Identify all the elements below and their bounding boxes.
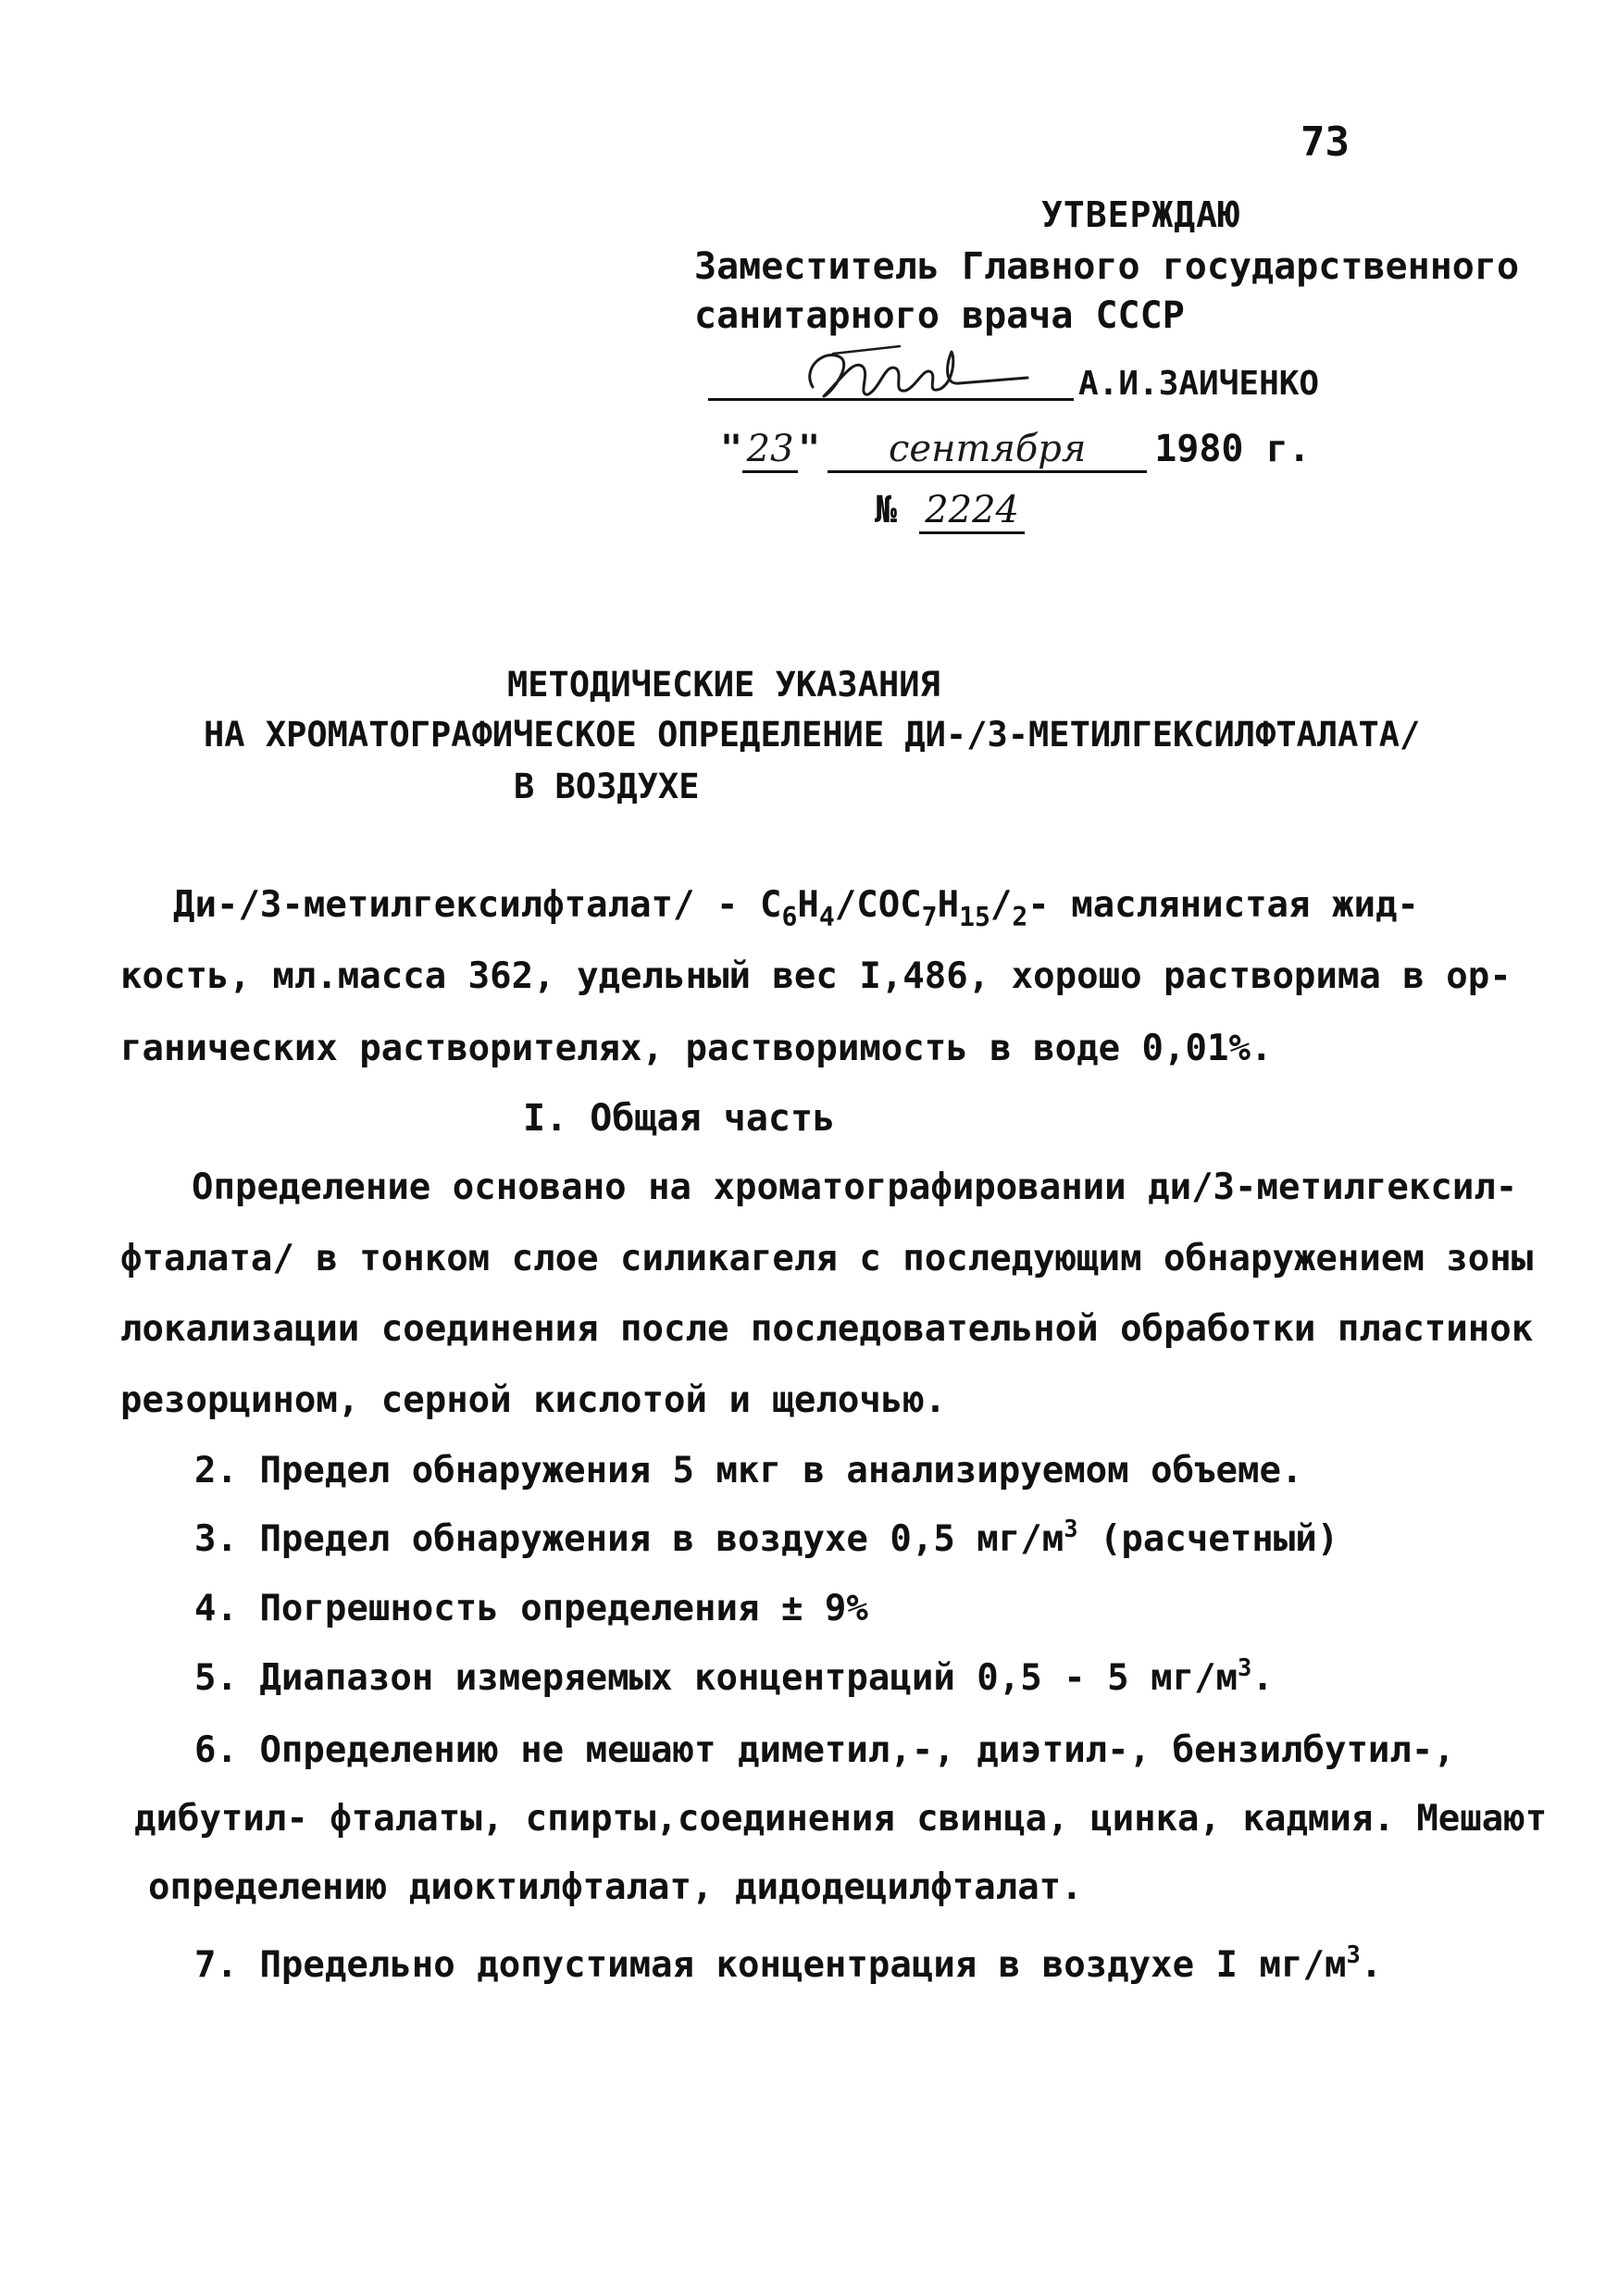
item-5: 5. Диапазон измеряемых концентраций 0,5 - 5 $мг/м^3$.: [194, 1653, 1274, 1699]
item-2: 2. Предел обнаружения 5 мкг в анализируемом объеме.: [194, 1450, 1303, 1491]
title-line2: НА ХРОМАТОГРАФИЧЕСКОЕ ОПРЕДЕЛЕНИЕ ДИ-/3-МЕТИЛГЕКСИЛФТАЛАТА/: [204, 715, 1421, 755]
section-line1: Определение основано на хроматографировании ди/3-метилгексил-: [192, 1167, 1518, 1208]
section-heading: I. Общая часть: [523, 1097, 836, 1140]
date-open-quote: ": [720, 428, 743, 470]
title-line3: В ВОЗДУХЕ: [514, 767, 700, 806]
item-7: 7. Предельно допустимая концентрация в воздухе I $мг/м^3$.: [194, 1940, 1383, 1986]
intro-line3: ганических растворителях, растворимость в воде 0,01%.: [120, 1028, 1273, 1069]
item-3: 3. Предел обнаружения в воздухе 0,5 $мг/м^3$ (расчетный): [194, 1514, 1339, 1560]
approval-number: [875, 489, 1025, 534]
approval-title: УТВЕРЖДАЮ: [1041, 194, 1240, 235]
item-6-line2: дибутил- фталаты, спирты,соединения свинца, цинка, кадмия. Мешают: [134, 1798, 1548, 1840]
signature-row: [708, 350, 1319, 406]
item-6-line3: определению диоктилфталат, дидодецилфталат.: [148, 1866, 1083, 1908]
approval-position-line1: Заместитель Главного государственного: [694, 245, 1520, 288]
number-sign: №: [875, 489, 898, 531]
intro-line1: Ди-/3-метилгексилфталат/ - $C_6H_4/COC_7H_{15}/_2-$ маслянистая жид-: [173, 884, 1419, 932]
item-4: 4. Погрешность определения ± 9%: [194, 1588, 868, 1629]
date-close-quote: ": [798, 428, 821, 470]
date-day: 23: [742, 428, 798, 473]
number-value: 2224: [919, 489, 1025, 534]
section-line4: резорцином, серной кислотой и щелочью.: [120, 1379, 947, 1421]
approval-date: [720, 428, 1311, 473]
intro-line2: кость, мл.масса 362, удельный вес I,486, хорошо растворима в ор-: [120, 955, 1512, 997]
approval-position-line2: санитарного врача СССР: [694, 294, 1185, 337]
page-number: 73: [1301, 119, 1350, 166]
signature-icon: [796, 341, 1037, 415]
date-year: 1980 г.: [1154, 428, 1311, 470]
section-line3: локализации соединения после последовательной обработки пластинок: [120, 1308, 1534, 1350]
signer-name: А.И.ЗАИЧЕНКО: [1078, 365, 1320, 403]
section-line2: фталата/ в тонком слое силикагеля с последующим обнаружением зоны: [120, 1238, 1534, 1279]
item-6-line1: 6. Определению не мешают диметил,-, диэтил-, бензилбутил-,: [194, 1729, 1455, 1771]
date-month: сентября: [828, 428, 1147, 473]
title-line1: МЕТОДИЧЕСКИЕ УКАЗАНИЯ: [507, 665, 940, 705]
